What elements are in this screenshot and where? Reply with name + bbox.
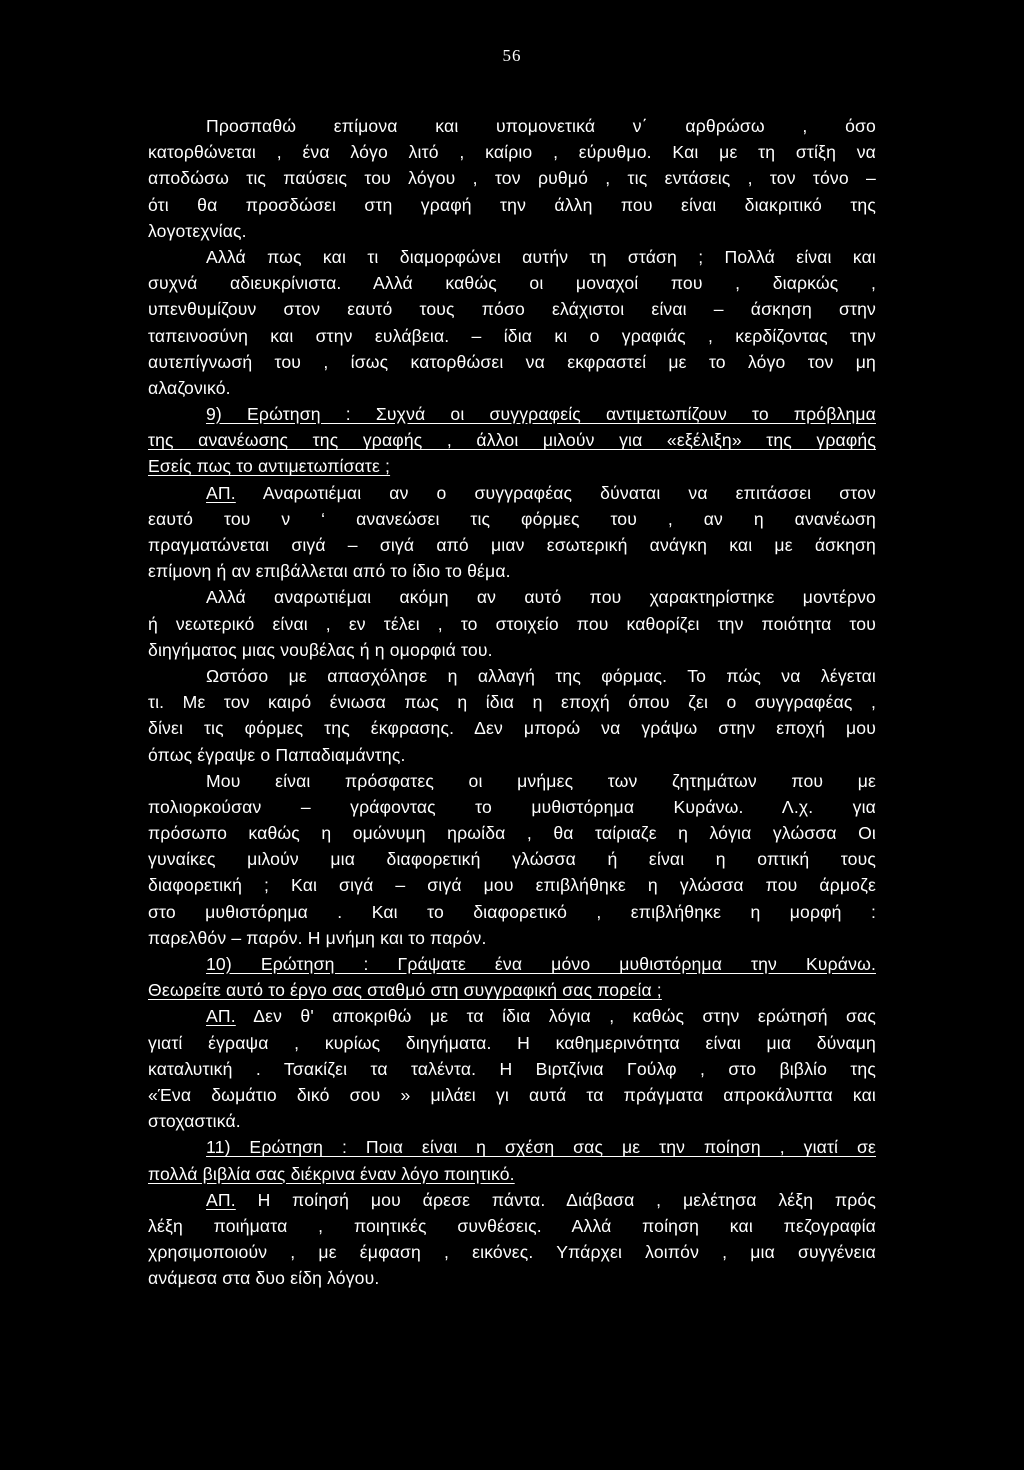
text-line: όπως έγραψε ο Παπαδιαμάντης. [148,744,406,765]
text-line: στοχαστικά. [148,1111,241,1132]
text-line: δίνει τις φόρμες της έκφρασης. Δεν μπορώ να γράψω στην εποχή μου [148,718,876,739]
answer-text: Η ποίησή μου άρεσε πάντα. Διάβασα , μελέτησα λέξη πρός [257,1189,876,1210]
text-line: τι. Με τον καιρό ένιωσα πως η ίδια η εποχή όπου ζει ο συγγραφέας , [148,692,876,713]
text-line: ότι θα προσδώσει στη γραφή την άλλη που είναι διακριτικό της [148,194,876,215]
question-heading: Εσείς πως το αντιμετωπίσατε ; [148,456,391,477]
text-line: Ωστόσο με απασχόλησε η αλλαγή της φόρμας. Το πώς να λέγεται [206,665,876,686]
text-line: αυτεπίγνωσή του , ίσως κατορθώσει να εκφραστεί με το λόγο τον μη [148,351,876,372]
text-line: γιατί έγραψα , κυρίως διηγήματα. Η καθημερινότητα είναι μια δύναμη [148,1032,876,1053]
text-line: συχνά αδιευκρίνιστα. Αλλά καθώς οι μοναχοί που , διαρκώς , [148,273,876,294]
question-heading: 10) Ερώτηση : Γράψατε ένα μόνο μυθιστόρημα την Κυράνω. [206,954,876,974]
answer-text: Αναρωτιέμαι αν ο συγγραφέας δύναται να επιτάσσει στον [262,482,876,503]
answer-label: ΑΠ. [206,482,236,503]
question-heading: της ανανέωσης της γραφής , άλλοι μιλούν για «εξέλιξη» της γραφής [148,430,876,451]
text-line: στο μυθιστόρημα . Και το διαφορετικό , επιβλήθηκε η μορφή : [148,901,876,922]
text-line: ανάμεσα στα δυο είδη λόγου. [148,1268,380,1289]
text-line: κατορθώνεται , ένα λόγο λιτό , καίριο , εύρυθμο. Και με τη στίξη να [148,142,876,163]
text-line: πολιορκούσαν – γράφοντας το μυθιστόρημα Κυράνω. Λ.χ. για [148,796,876,817]
text-line: διηγήματος μιας νουβέλας ή η ομορφιά του. [148,639,493,660]
answer-line [148,480,876,506]
question-heading: Θεωρείτε αυτό το έργο σας σταθμό στη συγγραφική σας πορεία ; [148,980,662,1001]
text-line: Αλλά πως και τι διαμορφώνει αυτήν τη στάση ; Πολλά είναι και [206,246,876,267]
answer-line [148,1187,876,1213]
text-line: διαφορετική ; Και σιγά – σιγά μου επιβλήθηκε η γλώσσα που άρμοζε [148,875,876,896]
text-line: Μου είναι πρόσφατες οι μνήμες των ζητημάτων που με [206,770,876,791]
question-heading: 9) Ερώτηση : Συχνά οι συγγραφείς αντιμετωπίζουν το πρόβλημα [206,404,876,425]
text-line: πρόσωπο καθώς η ομώνυμη ηρωίδα , θα ταίριαζε η λόγια γλώσσα Οι [148,823,876,844]
document-body [148,113,876,1291]
text-line: πραγματώνεται σιγά – σιγά από μιαν εσωτερική ανάγκη και με άσκηση [148,535,876,555]
text-line: ταπεινοσύνη και στην ευλάβεια. – ίδια κι ο γραφιάς , κερδίζοντας την [148,325,876,346]
text-line: καταλυτική . Τσακίζει τα ταλέντα. Η Βιρτζίνια Γούλφ , στο βιβλίο της [148,1058,876,1079]
answer-label: ΑΠ. [206,1189,236,1210]
answer-text: Δεν θ' αποκριθώ με τα ίδια λόγια , καθώς στην ερώτησή σας [253,1006,876,1027]
text-line: «Ένα δωμάτιο δικό σου » μιλάει γι αυτά τα πράγματα απροκάλυπτα και [148,1084,876,1105]
text-line: γυναίκες μιλούν μια διαφορετική γλώσσα ή είναι η οπτική τους [148,849,876,870]
text-line: Αλλά αναρωτιέμαι ακόμη αν αυτό που χαρακτηρίστηκε μοντέρνο [206,587,876,608]
text-line: υπενθυμίζουν στον εαυτό τους πόσο ελάχιστοι είναι – άσκηση στην [148,299,876,320]
text-line: Προσπαθώ επίμονα και υπομονετικά ν΄ αρθρώσω , όσο [206,116,876,136]
text-line: αλαζονικό. [148,377,231,398]
answer-label: ΑΠ. [206,1006,236,1027]
page-number: 56 [502,46,522,65]
text-line: ή νεωτερικό είναι , εν τέλει , το στοιχείο που καθορίζει την ποιότητα του [148,613,876,634]
text-line: χρησιμοποιούν , με έμφαση , εικόνες. Υπάρχει λοιπόν , μια συγγένεια [148,1242,876,1263]
question-heading: πολλά βιβλία σας διέκρινα έναν λόγο ποιητικό. [148,1163,515,1184]
text-line: εαυτό του ν ‘ ανανεώσει τις φόρμες του , αν η ανανέωση [148,508,876,529]
question-heading: 11) Ερώτηση : Ποια είναι η σχέση σας με την ποίηση , γιατί σε [206,1137,876,1158]
text-line: λογοτεχνίας. [148,220,247,241]
text-line: αποδώσω τις παύσεις του λόγου , τον ρυθμό , τις εντάσεις , τον τόνο – [148,168,876,189]
text-line: λέξη ποιήματα , ποιητικές συνθέσεις. Αλλά ποίηση και πεζογραφία [148,1215,876,1236]
text-line: επίμονη ή αν επιβάλλεται από το ίδιο το θέμα. [148,561,511,582]
answer-line [148,1003,876,1029]
text-line: παρελθόν – παρόν. Η μνήμη και το παρόν. [148,927,487,948]
